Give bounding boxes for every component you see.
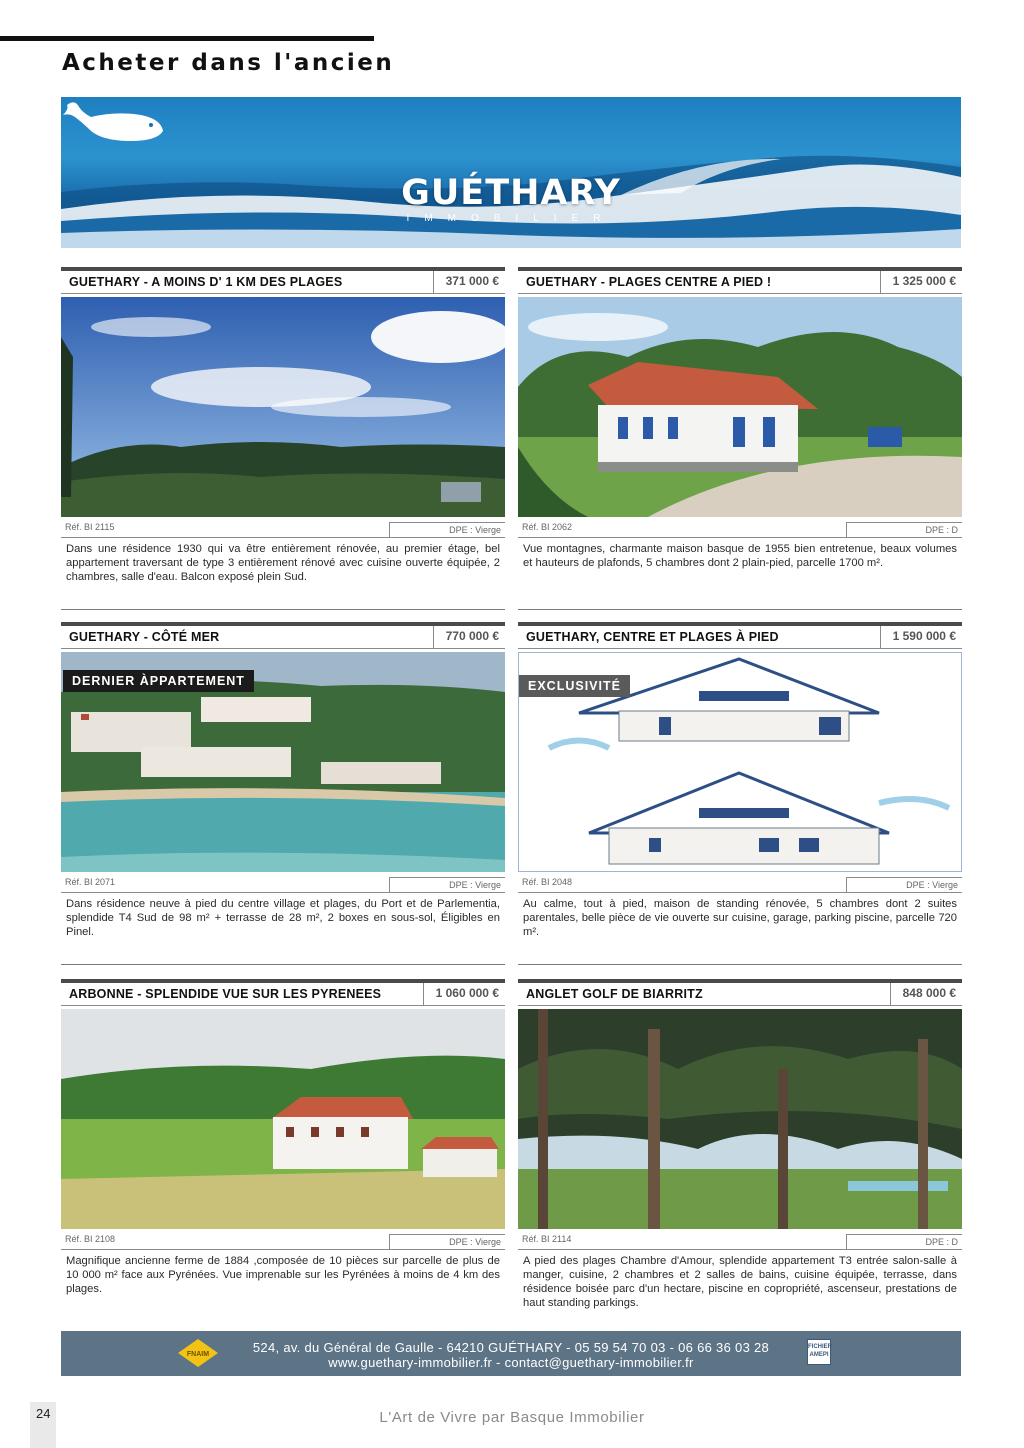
listing-title: ANGLET GOLF DE BIARRITZ [526, 987, 703, 1001]
listing-header [61, 622, 505, 649]
page-footer: L'Art de Vivre par Basque Immobilier [379, 1409, 645, 1426]
listing-description: Dans résidence neuve à pied du centre village et plages, du Port et de Parlementia, splendide T4 Sud de 98 m² + terrasse de 28 m², 2 boxes en sous-sol, Éligibles en Pinel. [66, 898, 500, 938]
listing-price: 1 060 000 € [423, 983, 505, 1005]
listing-card[interactable] [61, 622, 505, 939]
listing-price: 371 000 € [433, 271, 505, 293]
listing-dpe: DPE : Vierge [389, 877, 505, 893]
listing-tag: DERNIER ÀPPARTEMENT [63, 670, 254, 692]
listing-description: Au calme, tout à pied, maison de standing rénovée, 5 chambres dont 2 suites parentales, belle pièce de vie ouverte sur cuisine, garage, parking piscine, parcelle 720 m². [523, 898, 957, 938]
listing-description: A pied des plages Chambre d'Amour, splendide appartement T3 entrée salon-salle à manger, cuisine, 2 chambres et 2 salles de bains, cuisine équipée, terrasse, dans résidence boisée parc d'un hectare, piscine en copropriété, ascenseur, prestations de haut standing parkings. [523, 1255, 957, 1309]
listing-divider [61, 609, 505, 610]
whale-icon [61, 97, 166, 143]
listing-photo[interactable] [61, 297, 505, 517]
agency-banner [61, 97, 961, 248]
listing-price: 848 000 € [890, 983, 962, 1005]
contact-web-email[interactable]: www.guethary-immobilier.fr - contact@guethary-immobilier.fr [328, 1355, 694, 1370]
listing-title: GUETHARY - PLAGES CENTRE A PIED ! [526, 275, 772, 289]
listing-description: Vue montagnes, charmante maison basque de 1955 bien entretenue, beaux volumes et hauteurs de plafonds, 5 chambres dont 2 plain-pied, parcelle 1700 m². [523, 543, 957, 569]
listing-ref: Réf. BI 2114 [522, 1234, 572, 1244]
listing-tag: EXCLUSIVITÉ [519, 675, 630, 697]
listing-header [518, 979, 962, 1006]
listing-title: GUETHARY - A MOINS D' 1 KM DES PLAGES [69, 275, 343, 289]
contact-address: 524, av. du Général de Gaulle - 64210 GUÉTHARY - 05 59 54 70 03 - 06 66 36 03 28 [252, 1340, 770, 1355]
brand-name: GUÉTHARY [401, 173, 621, 213]
listing-photo[interactable] [518, 1009, 962, 1229]
listing-dpe: DPE : Vierge [389, 1234, 505, 1250]
listing-card[interactable] [518, 622, 962, 939]
listing-title: GUETHARY - CÔTÉ MER [69, 630, 220, 644]
listing-header [518, 267, 962, 294]
listing-photo[interactable] [518, 297, 962, 517]
listing-ref-row [61, 875, 505, 893]
listing-ref: Réf. BI 2062 [522, 522, 573, 532]
listing-ref-row [518, 875, 962, 893]
listing-description: Dans une résidence 1930 qui va être entièrement rénovée, au premier étage, bel appartement traversant de type 3 entièrement rénové avec cuisine ouverte équipée, 2 chambres, salle d'eau. Balcon exposé plein Sud. [66, 543, 500, 583]
listing-ref: Réf. BI 2108 [65, 1234, 116, 1244]
listing-divider [518, 964, 962, 965]
listing-ref: Réf. BI 2048 [522, 877, 573, 887]
contact-bar [61, 1331, 961, 1376]
listing-card[interactable] [61, 979, 505, 1296]
listing-dpe: DPE : D [846, 522, 962, 538]
listing-dpe: DPE : Vierge [389, 522, 505, 538]
listing-dpe: DPE : D [846, 1234, 962, 1250]
listing-ref-row [518, 1232, 962, 1250]
page-number: 24 [30, 1402, 56, 1448]
top-rule [0, 36, 374, 41]
listing-photo[interactable] [518, 652, 962, 872]
svg-text:FNAIM: FNAIM [186, 1351, 210, 1358]
page-heading: Acheter dans l'ancien [62, 50, 395, 76]
listing-ref-row [61, 1232, 505, 1250]
listing-photo[interactable] [61, 652, 505, 872]
listing-card[interactable] [61, 267, 505, 584]
listing-price: 1 325 000 € [880, 271, 962, 293]
brand-subtitle: IMMOBILIER [406, 213, 616, 224]
listing-ref: Réf. BI 2071 [65, 877, 116, 887]
listing-card[interactable] [518, 267, 962, 570]
listing-divider [61, 964, 505, 965]
listing-price: 770 000 € [433, 626, 505, 648]
listing-divider [518, 609, 962, 610]
listing-title: GUETHARY, CENTRE ET PLAGES À PIED [526, 630, 779, 644]
listing-description: Magnifique ancienne ferme de 1884 ,composée de 10 pièces sur parcelle de plus de 10 000 m² face aux Pyrénées. Vue imprenable sur les Pyrénées à moins de 4 km des plages. [66, 1255, 500, 1295]
listing-ref-row [61, 520, 505, 538]
listing-ref-row [518, 520, 962, 538]
amepi-badge: FICHIER AMEPI [807, 1339, 831, 1365]
listing-photo[interactable] [61, 1009, 505, 1229]
listing-card[interactable] [518, 979, 962, 1310]
listing-ref: Réf. BI 2115 [65, 522, 115, 532]
listing-title: ARBONNE - SPLENDIDE VUE SUR LES PYRENEES [69, 987, 382, 1001]
listing-header [518, 622, 962, 649]
listing-header [61, 979, 505, 1006]
listing-price: 1 590 000 € [880, 626, 962, 648]
listing-dpe: DPE : Vierge [846, 877, 962, 893]
listing-header [61, 267, 505, 294]
